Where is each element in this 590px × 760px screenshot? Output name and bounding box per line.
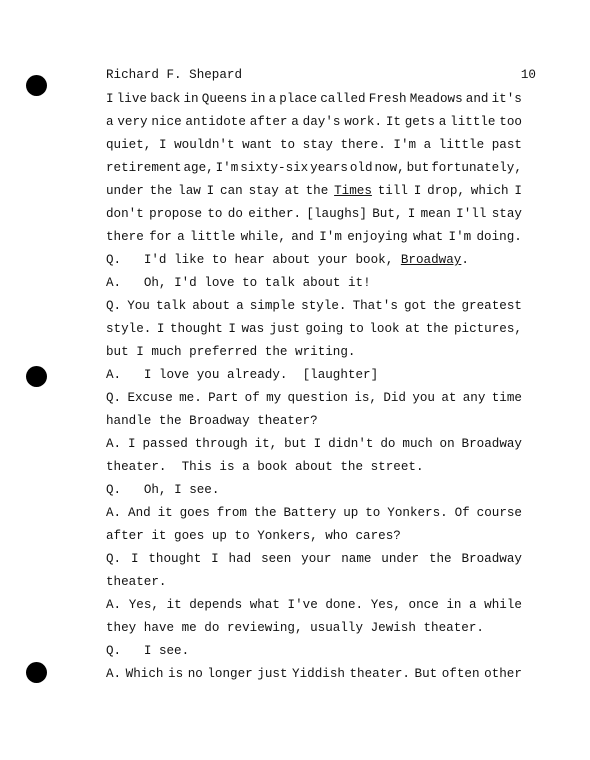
word: till	[377, 184, 408, 198]
transcript-line	[106, 134, 522, 157]
transcript-line	[106, 594, 522, 617]
word: other	[484, 667, 522, 681]
word: didn't	[328, 437, 374, 451]
word: the	[305, 184, 329, 198]
transcript-line	[106, 548, 522, 571]
word: and	[465, 92, 489, 106]
word: Q.	[106, 253, 122, 267]
word: on	[439, 437, 455, 451]
word: love	[204, 276, 235, 290]
word: usually	[310, 621, 364, 635]
word: I	[211, 552, 219, 566]
word: it	[151, 529, 167, 543]
word: I'd	[143, 253, 167, 267]
word: to	[279, 138, 296, 152]
word: Broadway	[189, 414, 250, 428]
word: me	[181, 621, 197, 635]
transcript-line	[106, 479, 522, 502]
word: Oh,	[143, 483, 167, 497]
word: I've	[287, 598, 318, 612]
word: from	[216, 506, 247, 520]
transcript-line	[106, 180, 522, 203]
word: a	[242, 460, 250, 474]
word: to	[365, 506, 381, 520]
word: depends	[189, 598, 243, 612]
transcript-line	[106, 157, 522, 180]
word: Yonkers.	[387, 506, 448, 520]
word: I'm	[393, 138, 417, 152]
word: I'd	[174, 276, 197, 290]
word: name	[341, 552, 372, 566]
word: I	[130, 552, 139, 566]
word: at	[441, 391, 457, 405]
word: propose	[149, 207, 203, 221]
word: and	[291, 230, 314, 244]
word: Battery	[283, 506, 337, 520]
word: no	[187, 667, 203, 681]
word: but	[106, 345, 129, 359]
word: got	[403, 299, 427, 313]
word: stay	[302, 138, 333, 152]
word: to	[242, 276, 258, 290]
word: street.	[370, 460, 424, 474]
word: Q.	[106, 644, 122, 658]
word: have	[143, 621, 175, 635]
word: retirement	[106, 161, 182, 175]
word: they	[106, 621, 137, 635]
word: a	[438, 115, 447, 129]
word: at	[284, 184, 300, 198]
word: a	[423, 138, 432, 152]
word: Meadows	[409, 92, 463, 106]
transcript-line	[106, 387, 522, 410]
word: to	[348, 322, 364, 336]
word: any	[462, 391, 486, 405]
word: [laughter]	[302, 368, 379, 382]
word: style.	[301, 299, 347, 313]
word: up	[343, 506, 359, 520]
word: place	[279, 92, 318, 106]
word: A.	[106, 598, 122, 612]
word: law	[178, 184, 201, 198]
word: preferred	[189, 345, 258, 359]
transcript-line	[106, 617, 522, 640]
word: already.	[226, 368, 288, 382]
word: do	[227, 207, 243, 221]
word: called	[320, 92, 366, 106]
word: don't	[106, 207, 144, 221]
word: it	[157, 506, 173, 520]
word: I	[143, 368, 152, 382]
word: theater.	[349, 667, 410, 681]
word: talk	[155, 299, 187, 313]
word: me.	[179, 391, 202, 405]
word: Fresh	[368, 92, 407, 106]
word: I	[106, 92, 114, 106]
transcript-line	[106, 364, 522, 387]
word: I'll	[456, 207, 487, 221]
word: Queens	[201, 92, 248, 106]
word: you	[196, 368, 220, 382]
word: drop,	[427, 184, 465, 198]
word: just	[269, 322, 300, 336]
word: about	[272, 253, 311, 267]
word: A.	[106, 276, 122, 290]
word: while,	[240, 230, 286, 244]
word: at	[405, 322, 421, 336]
word: can	[220, 184, 243, 198]
word: fortunately,	[431, 161, 522, 175]
word: after	[249, 115, 288, 129]
word: theater.	[106, 575, 167, 589]
word: Yiddish	[292, 667, 345, 681]
word: up	[211, 529, 227, 543]
word: just	[257, 667, 288, 681]
word: look	[369, 322, 400, 336]
word: Excuse	[127, 391, 173, 405]
word: Which	[125, 667, 164, 681]
word: the	[432, 299, 456, 313]
transcript-line	[106, 663, 522, 686]
word: years	[310, 161, 348, 175]
word: Broadway	[461, 437, 522, 451]
word: Yonkers,	[257, 529, 318, 543]
word: It	[385, 115, 401, 129]
word: either.	[248, 207, 302, 221]
word: the	[428, 552, 452, 566]
transcript-body	[106, 88, 522, 686]
word: A.	[106, 506, 122, 520]
word: thought	[169, 322, 223, 336]
word: is	[219, 460, 235, 474]
word: mean	[420, 207, 451, 221]
word: course	[476, 506, 522, 520]
word: love	[158, 368, 190, 382]
word: Q.	[106, 299, 122, 313]
word: like	[174, 253, 205, 267]
page-header	[106, 66, 536, 84]
word: there.	[340, 138, 386, 152]
word: But	[414, 667, 438, 681]
word: book,	[355, 253, 394, 267]
word: I	[514, 184, 522, 198]
punch-hole	[26, 75, 47, 96]
word: but	[406, 161, 430, 175]
word: was	[241, 322, 265, 336]
word: a	[106, 115, 114, 129]
word: Yes,	[128, 598, 159, 612]
word: do	[380, 437, 396, 451]
transcript-line	[106, 249, 522, 272]
word: goes	[179, 506, 210, 520]
word: book	[257, 460, 288, 474]
word: I'm	[215, 161, 239, 175]
transcript-line	[106, 203, 522, 226]
word: day's	[302, 115, 341, 129]
word: what	[412, 230, 444, 244]
word: I'm	[448, 230, 472, 244]
word: the	[158, 414, 182, 428]
transcript-line	[106, 272, 522, 295]
word: there	[106, 230, 144, 244]
word: simple	[249, 299, 296, 313]
word: thought	[148, 552, 202, 566]
word: nice	[151, 115, 182, 129]
word: theater.	[423, 621, 484, 635]
word: Broadway.	[400, 253, 469, 267]
word: the	[149, 184, 173, 198]
word: done.	[325, 598, 364, 612]
word: I'm	[319, 230, 342, 244]
word: Broadway	[461, 552, 522, 566]
word: Did	[383, 391, 406, 405]
word: theater?	[257, 414, 318, 428]
transcript-line	[106, 502, 522, 525]
word: in	[183, 92, 199, 106]
word: too	[499, 115, 522, 129]
word: had	[228, 552, 252, 566]
word: going	[305, 322, 344, 336]
word: antidote	[185, 115, 246, 129]
word: for	[149, 230, 172, 244]
word: A.	[106, 667, 122, 681]
transcript-line	[106, 640, 522, 663]
word: talk	[264, 276, 296, 290]
word: about	[295, 460, 333, 474]
word: stay	[248, 184, 279, 198]
word: stay	[491, 207, 522, 221]
word: A.	[106, 437, 122, 451]
word: little	[438, 138, 485, 152]
word: I	[158, 138, 167, 152]
word: writing.	[295, 345, 356, 359]
word: it!	[347, 276, 371, 290]
word: I	[136, 345, 144, 359]
word: about	[302, 276, 341, 290]
word: theater.	[106, 460, 167, 474]
word: sixty-six	[240, 161, 309, 175]
word: little	[450, 115, 496, 129]
transcript-line	[106, 88, 522, 111]
word: a	[268, 92, 277, 106]
word: to	[211, 253, 227, 267]
word: passed	[142, 437, 188, 451]
word: once	[408, 598, 439, 612]
word: Times	[334, 184, 372, 198]
word: question	[287, 391, 348, 405]
word: in	[446, 598, 462, 612]
word: Jewish	[370, 621, 416, 635]
word: in	[250, 92, 266, 106]
word: see.	[189, 483, 220, 497]
word: my	[266, 391, 282, 405]
word: live	[116, 92, 147, 106]
word: much	[151, 345, 182, 359]
transcript-line	[106, 318, 522, 341]
word: I	[313, 437, 322, 451]
word: But,	[372, 207, 403, 221]
word: handle	[106, 414, 152, 428]
word: greatest	[461, 299, 522, 313]
transcript-line	[106, 295, 522, 318]
word: of	[244, 391, 260, 405]
word: a	[177, 230, 185, 244]
word: And	[128, 506, 151, 520]
word: work.	[344, 115, 383, 129]
word: often	[441, 667, 480, 681]
word: the	[264, 345, 288, 359]
punch-hole	[26, 366, 47, 387]
word: Q.	[106, 552, 122, 566]
punch-hole	[26, 662, 47, 683]
word: who	[325, 529, 348, 543]
page-number: 10	[520, 68, 536, 82]
transcript-line	[106, 111, 522, 134]
word: doing.	[476, 230, 522, 244]
word: to	[234, 529, 250, 543]
word: see.	[158, 644, 190, 658]
word: I	[156, 322, 165, 336]
word: [laughs]	[306, 207, 367, 221]
word: now,	[374, 161, 405, 175]
interviewee-name: Richard F. Shepard	[106, 68, 243, 82]
word: a	[469, 598, 477, 612]
word: You	[127, 299, 150, 313]
word: Oh,	[143, 276, 167, 290]
word: enjoying	[347, 230, 408, 244]
word: goes	[174, 529, 205, 543]
transcript-line	[106, 226, 522, 249]
word: the	[340, 460, 364, 474]
word: pictures,	[453, 322, 522, 336]
word: time	[491, 391, 522, 405]
word: old	[349, 161, 373, 175]
word: under	[106, 184, 144, 198]
word: but	[284, 437, 307, 451]
word: past	[491, 138, 522, 152]
word: Of	[454, 506, 470, 520]
word: much	[402, 437, 433, 451]
word: This	[181, 460, 212, 474]
word: what	[249, 598, 280, 612]
word: longer	[207, 667, 253, 681]
word: after	[106, 529, 144, 543]
transcript-line	[106, 525, 522, 548]
word: I	[128, 437, 136, 451]
word: quiet,	[106, 138, 152, 152]
word: want	[242, 138, 273, 152]
word: Q.	[106, 483, 122, 497]
word: through	[194, 437, 248, 451]
word: gets	[404, 115, 435, 129]
word: style.	[106, 322, 152, 336]
word: do	[204, 621, 220, 635]
word: hear	[234, 253, 265, 267]
word: Yes,	[370, 598, 401, 612]
word: the	[253, 506, 277, 520]
word: little	[189, 230, 236, 244]
word: A.	[106, 368, 122, 382]
word: it,	[254, 437, 278, 451]
word: I	[413, 184, 422, 198]
word: it	[166, 598, 182, 612]
word: seen	[261, 552, 292, 566]
word: back	[150, 92, 181, 106]
word: I	[228, 322, 236, 336]
transcript-line	[106, 571, 522, 594]
word: the	[425, 322, 449, 336]
word: you	[412, 391, 435, 405]
word: age,	[183, 161, 214, 175]
word: reviewing,	[226, 621, 303, 635]
word: very	[117, 115, 148, 129]
word: is,	[354, 391, 377, 405]
transcript-line	[106, 456, 522, 479]
word: your	[301, 552, 332, 566]
word: to	[207, 207, 223, 221]
word: is	[168, 667, 184, 681]
word: a	[236, 299, 244, 313]
word: about	[192, 299, 231, 313]
word: I	[174, 483, 182, 497]
word: while	[484, 598, 522, 612]
word: cares?	[355, 529, 401, 543]
transcript-line	[106, 410, 522, 433]
word: I	[206, 184, 215, 198]
word: it's	[491, 92, 522, 106]
word: That's	[352, 299, 398, 313]
word: wouldn't	[174, 138, 235, 152]
word: I	[407, 207, 416, 221]
word: your	[317, 253, 348, 267]
word: I	[143, 644, 152, 658]
transcript-line	[106, 433, 522, 456]
word: Q.	[106, 391, 122, 405]
transcript-line	[106, 341, 522, 364]
word: a	[291, 115, 299, 129]
word: under	[381, 552, 420, 566]
word: which	[470, 184, 509, 198]
word: Part	[208, 391, 239, 405]
